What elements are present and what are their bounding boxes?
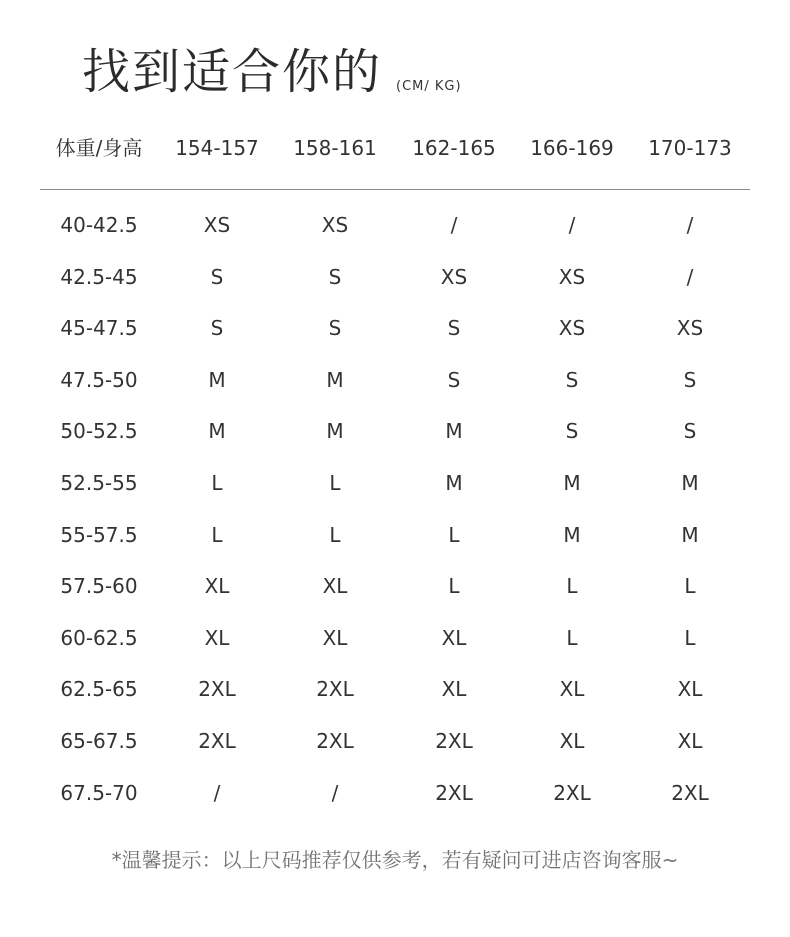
- header-cell-height-range: 158-161: [293, 136, 377, 160]
- header-cell-height-range: 154-157: [175, 136, 259, 160]
- weight-range-cell: 52.5-55: [60, 471, 138, 495]
- size-cell: XS: [440, 264, 468, 289]
- size-cell: L: [684, 625, 696, 650]
- size-cell: M: [326, 367, 344, 392]
- size-cell: /: [450, 213, 458, 237]
- table-row: [40, 406, 750, 458]
- weight-range-cell: 42.5-45: [60, 264, 138, 289]
- weight-range-cell: 40-42.5: [60, 213, 138, 237]
- weight-range-cell: 62.5-65: [60, 677, 138, 702]
- title-block: [82, 38, 462, 106]
- table-row: [40, 355, 750, 407]
- size-cell: M: [681, 471, 699, 495]
- size-cell: XL: [322, 625, 348, 650]
- size-cell: M: [208, 419, 226, 444]
- header-cell-height-range: 166-169: [530, 136, 614, 160]
- size-cell: XL: [559, 677, 585, 702]
- size-cell: M: [563, 522, 581, 547]
- size-cell: 2XL: [316, 677, 354, 702]
- size-cell: S: [565, 367, 579, 392]
- size-cell: 2XL: [435, 729, 473, 753]
- size-cell: S: [447, 316, 461, 341]
- size-cell: 2XL: [553, 780, 591, 805]
- size-cell: XS: [676, 316, 704, 341]
- weight-range-cell: 50-52.5: [60, 419, 138, 444]
- size-cell: M: [563, 471, 581, 495]
- size-cell: /: [686, 213, 694, 237]
- size-cell: /: [686, 264, 694, 289]
- header-cell-height-range: 162-165: [412, 136, 496, 160]
- weight-range-cell: 47.5-50: [60, 367, 138, 392]
- weight-range-cell: 65-67.5: [60, 729, 138, 753]
- size-cell: M: [208, 367, 226, 392]
- unit-label: (CM/ KG): [396, 79, 462, 94]
- weight-range-cell: 45-47.5: [60, 316, 138, 341]
- size-cell: L: [211, 522, 223, 547]
- table-header: [40, 128, 750, 168]
- size-cell: /: [568, 213, 576, 237]
- weight-range-cell: 67.5-70: [60, 780, 138, 805]
- size-cell: XL: [677, 677, 703, 702]
- table-row: [40, 200, 750, 252]
- size-cell: /: [213, 780, 221, 805]
- weight-range-cell: 60-62.5: [60, 625, 138, 650]
- size-cell: S: [683, 419, 697, 444]
- table-row: [40, 768, 750, 820]
- size-cell: XL: [677, 729, 703, 753]
- size-cell: L: [566, 625, 578, 650]
- header-divider: [40, 189, 750, 190]
- size-cell: S: [565, 419, 579, 444]
- header-cell-height-range: 170-173: [648, 136, 732, 160]
- size-cell: /: [331, 780, 339, 805]
- size-cell: XL: [204, 574, 230, 599]
- table-row: [40, 613, 750, 665]
- size-cell: XS: [558, 316, 586, 341]
- header-cell-weight-height: 体重/身高: [55, 136, 143, 160]
- size-cell: S: [447, 367, 461, 392]
- size-cell: L: [684, 574, 696, 599]
- size-cell: S: [328, 316, 342, 341]
- size-cell: L: [211, 471, 223, 495]
- size-cell: S: [210, 316, 224, 341]
- size-cell: XL: [441, 677, 467, 702]
- size-cell: L: [566, 574, 578, 599]
- size-cell: 2XL: [316, 729, 354, 753]
- size-cell: XS: [558, 264, 586, 289]
- size-cell: 2XL: [671, 780, 709, 805]
- size-cell: 2XL: [198, 729, 236, 753]
- table-row: [40, 510, 750, 562]
- weight-range-cell: 57.5-60: [60, 574, 138, 599]
- page-title: 找到适合你的: [82, 44, 383, 100]
- table-row: [40, 716, 750, 768]
- size-cell: L: [448, 522, 460, 547]
- size-cell: S: [210, 264, 224, 289]
- table-row: [40, 303, 750, 355]
- size-cell: S: [683, 367, 697, 392]
- table-row: [40, 561, 750, 613]
- footnote: *温馨提示：以上尺码推荐仅供参考，若有疑问可进店咨询客服~: [111, 848, 679, 872]
- table-row: [40, 664, 750, 716]
- size-cell: 2XL: [435, 780, 473, 805]
- size-cell: XL: [441, 625, 467, 650]
- table-row: [40, 458, 750, 510]
- size-cell: XS: [203, 213, 231, 237]
- size-cell: M: [326, 419, 344, 444]
- table-row: [40, 252, 750, 304]
- weight-range-cell: 55-57.5: [60, 522, 138, 547]
- size-cell: S: [328, 264, 342, 289]
- size-cell: M: [445, 471, 463, 495]
- size-cell: M: [681, 522, 699, 547]
- size-cell: XL: [204, 625, 230, 650]
- size-cell: XL: [559, 729, 585, 753]
- size-cell: XS: [321, 213, 349, 237]
- size-cell: L: [448, 574, 460, 599]
- size-cell: 2XL: [198, 677, 236, 702]
- size-cell: M: [445, 419, 463, 444]
- size-cell: L: [329, 471, 341, 495]
- size-cell: XL: [322, 574, 348, 599]
- size-cell: L: [329, 522, 341, 547]
